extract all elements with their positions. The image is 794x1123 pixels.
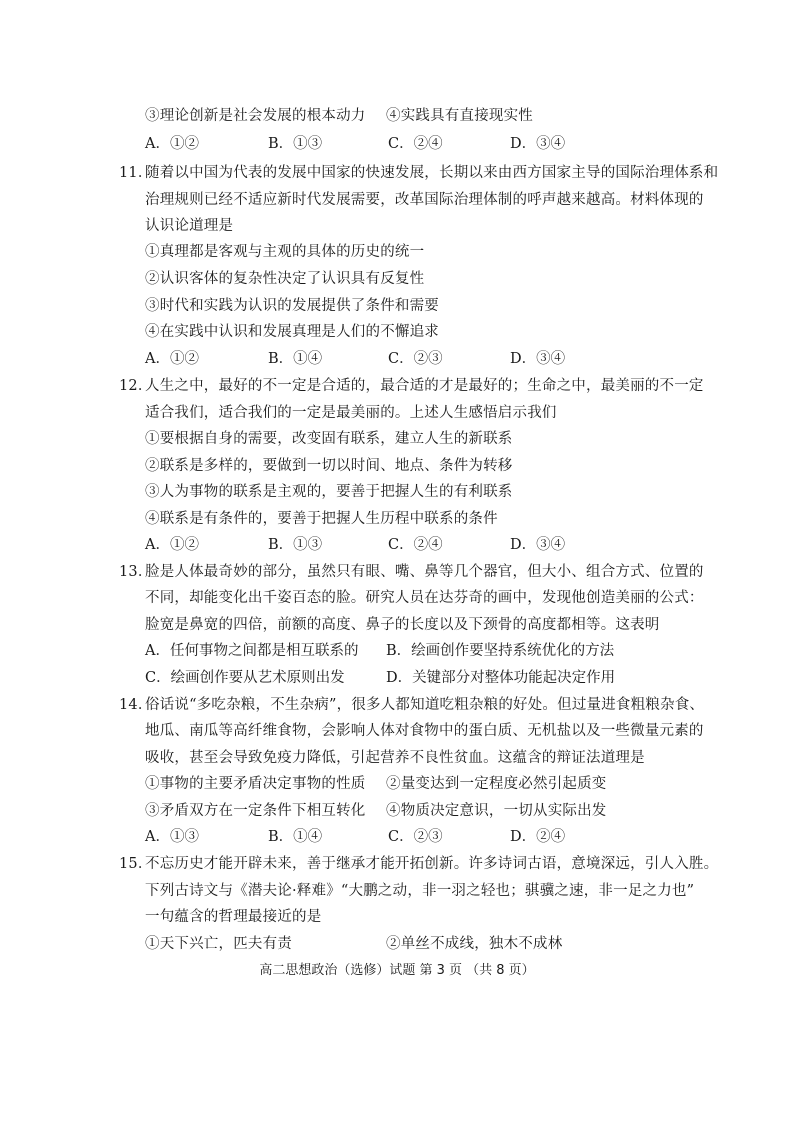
q14-stem-line-3: 吸收，甚至会导致免疫力降低，引起营养不良性贫血。这蕴含的辩证法道理是	[145, 750, 645, 766]
q12-item-2: ②联系是多样的，要做到一切以时间、地点、条件为转移	[145, 458, 513, 474]
q11-item-4: ④在实践中认识和发展真理是人们的不懈追求	[145, 324, 439, 340]
question-number-12: 12．	[119, 378, 153, 394]
q11-stem-line-1: 随着以中国为代表的发展中国家的快速发展，长期以来由西方国家主导的国际治理体系和	[145, 165, 719, 181]
q11-stem-line-3: 认识论道理是	[145, 218, 234, 234]
q12-item-1: ①要根据自身的需要，改变固有联系，建立人生的新联系	[145, 431, 513, 447]
q14-item-1: ①事物的主要矛盾决定事物的性质	[145, 776, 366, 792]
q11-stem-line-2: 治理规则已经不适应新时代发展需要，改革国际治理体制的呼声越来越高。材料体现的	[145, 192, 704, 208]
q12-option-b: B．①③	[268, 537, 323, 553]
q14-item-3: ③矛盾双方在一定条件下相互转化	[145, 803, 366, 819]
q12-stem-line-1: 人生之中，最好的不一定是合适的，最合适的才是最好的；生命之中，最美丽的不一定	[145, 378, 704, 394]
q14-option-d: D．②④	[510, 829, 566, 845]
prev-option-a: A．①②	[145, 136, 199, 152]
q11-item-2: ②认识客体的复杂性决定了认识具有反复性	[145, 271, 425, 287]
q14-stem-line-2: 地瓜、南瓜等高纤维食物，会影响人体对食物中的蛋白质、无机盐以及一些微量元素的	[145, 723, 704, 739]
q11-option-a: A．①②	[145, 351, 199, 367]
q12-item-4: ④联系是有条件的，要善于把握人生历程中联系的条件	[145, 511, 498, 527]
q13-option-d: D．关键部分对整体功能起决定作用	[386, 670, 616, 686]
q12-option-c: C．②④	[388, 537, 443, 553]
q13-stem-line-1: 脸是人体最奇妙的部分，虽然只有眼、嘴、鼻等几个器官，但大小、组合方式、位置的	[145, 564, 704, 580]
q14-option-c: C．②③	[388, 829, 443, 845]
q13-stem-line-3: 脸宽是鼻宽的四倍，前额的高度、鼻子的长度以及下颈骨的高度都相等。这表明	[145, 617, 660, 633]
q13-option-b: B．绘画创作要坚持系统优化的方法	[386, 643, 615, 659]
q14-option-b: B．①④	[268, 829, 323, 845]
q13-stem-line-2: 不同，却能变化出千姿百态的脸。研究人员在达芬奇的画中，发现他创造美丽的公式：	[145, 590, 704, 606]
q13-option-c: C．绘画创作要从艺术原则出发	[145, 670, 345, 686]
q15-stem-line-1: 不忘历史才能开辟未来，善于继承才能开拓创新。许多诗词古语，意境深远，引人入胜。	[145, 856, 719, 872]
prev-option-b: B．①③	[268, 136, 323, 152]
q14-item-2: ②量变达到一定程度必然引起质变	[386, 776, 607, 792]
q12-option-a: A．①②	[145, 537, 199, 553]
question-number-14: 14．	[119, 697, 153, 713]
q11-item-1: ①真理都是客观与主观的具体的历史的统一	[145, 244, 425, 260]
question-number-15: 15．	[119, 856, 153, 872]
q13-option-a: A．任何事物之间都是相互联系的	[145, 643, 359, 659]
q11-option-c: C．②③	[388, 351, 443, 367]
q14-stem-line-1: 俗话说“多吃杂粮，不生杂病”，很多人都知道吃粗杂粮的好处。但过量进食粗粮杂食、	[145, 697, 705, 713]
q14-item-4: ④物质决定意识，一切从实际出发	[386, 803, 607, 819]
q12-item-3: ③人为事物的联系是主观的，要善于把握人生的有利联系	[145, 484, 513, 500]
q11-item-3: ③时代和实践为认识的发展提供了条件和需要	[145, 298, 439, 314]
q15-stem-line-3: 一句蕴含的哲理最接近的是	[145, 909, 322, 925]
page-footer: 高二思想政治（选修）试题 第 3 页 （共 8 页）	[259, 963, 535, 978]
q15-stem-line-2: 下列古诗文与《潜夫论·释难》“大鹏之动，非一羽之轻也；骐骥之速，非一足之力也”	[145, 883, 695, 899]
q15-item-2: ②单丝不成线，独木不成林	[386, 936, 563, 952]
question-number-13: 13．	[119, 564, 153, 580]
q11-option-b: B．①④	[268, 351, 323, 367]
q14-option-a: A．①③	[145, 829, 199, 845]
prev-item-3: ③理论创新是社会发展的根本动力	[145, 108, 366, 124]
question-number-11: 11．	[119, 165, 153, 181]
prev-option-d: D．③④	[510, 136, 566, 152]
q12-stem-line-2: 适合我们，适合我们的一定是最美丽的。上述人生感悟启示我们	[145, 405, 557, 421]
prev-item-4: ④实践具有直接现实性	[386, 108, 533, 124]
prev-option-c: C．②④	[388, 136, 443, 152]
q12-option-d: D．③④	[510, 537, 566, 553]
q11-option-d: D．③④	[510, 351, 566, 367]
q15-item-1: ①天下兴亡，匹夫有责	[145, 936, 292, 952]
